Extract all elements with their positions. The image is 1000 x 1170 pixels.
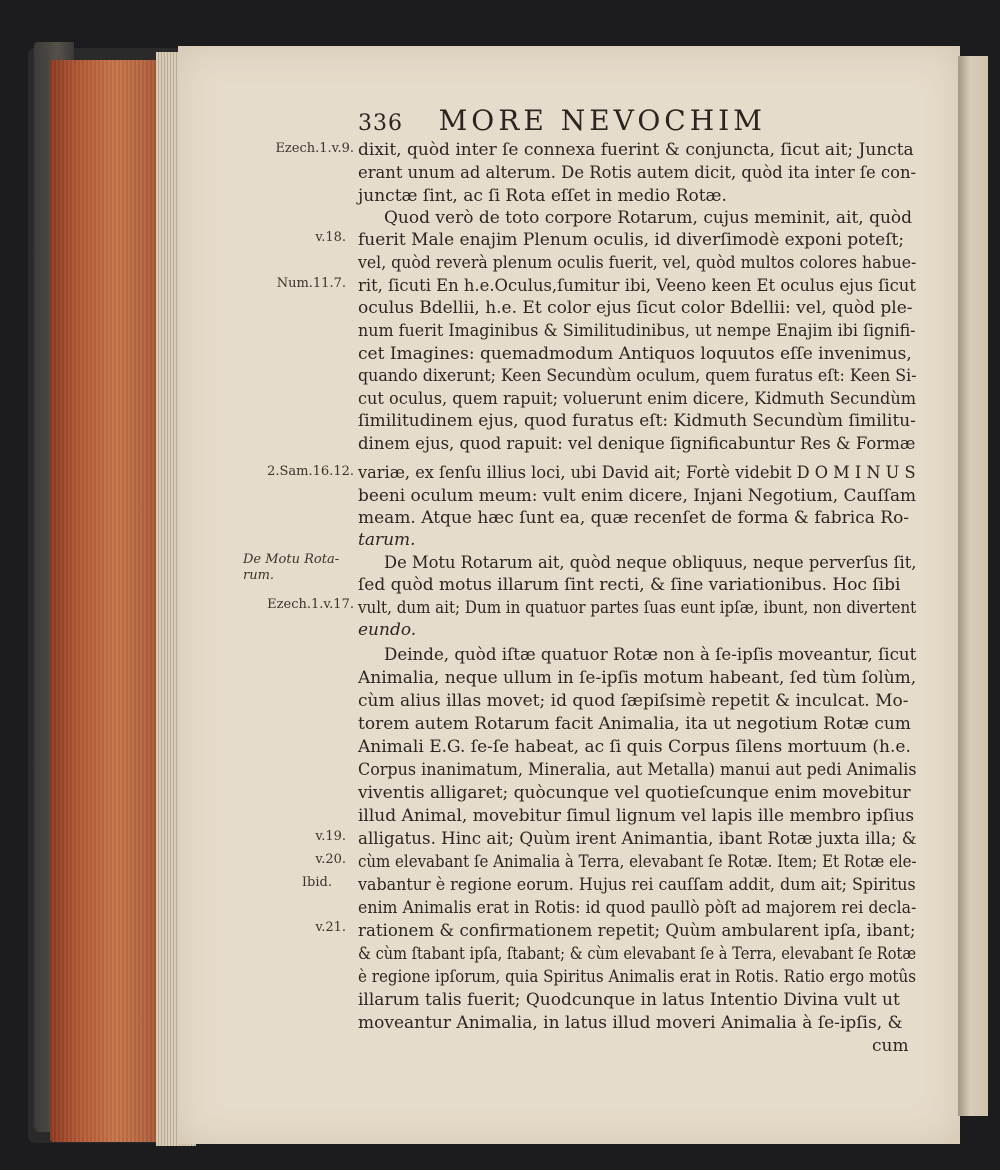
text-line: alligatus. Hinc ait; Quùm irent Animantia, ibant Rotæ juxta illa; & xyxy=(358,829,917,849)
page-fore-edge xyxy=(50,60,170,1142)
text-line: enim Animalis erat in Rotis: id quod paullò pòſt ad majorem rei decla- xyxy=(358,898,917,918)
text-line: cùm elevabant ſe Animalia à Terra, elevabant ſe Rotæ. Item; Et Rotæ ele- xyxy=(358,852,917,872)
text-line: cùm alius illas movet; id quod ſæpiſsimè repetit & inculcat. Mo- xyxy=(358,691,909,711)
text-line: De Motu Rotarum ait, quòd neque obliquus, neque perverſus ſit, xyxy=(384,553,917,573)
text-line: viventis alligaret; quòcunque vel quotieſcunque enim movebitur xyxy=(358,783,911,803)
text-line: eundo. xyxy=(358,620,417,640)
text-line: vel, quòd reverà plenum oculis fuerit, vel, quòd multos colores habue- xyxy=(358,253,917,273)
text-line: cut oculus, quem rapuit; voluerunt enim dicere, Kidmuth Secundùm xyxy=(358,389,917,409)
text-line: oculus Bdellii, h.e. Et color ejus ſicut color Bdellii: vel, quòd ple- xyxy=(358,298,913,318)
text-line: Corpus inanimatum, Mineralia, aut Metalla) manui aut pedi Animalis xyxy=(358,760,917,780)
text-line: dixit, quòd inter ſe connexa fuerint & conjuncta, ſicut ait; Juncta xyxy=(358,140,914,160)
text-line: junctæ ſint, ac ſi Rota eſſet in medio Rotæ. xyxy=(358,186,727,206)
text-line: rationem & confirmationem repetit; Quùm ambularent ipſa, ibant; xyxy=(358,921,916,941)
text-line: variæ, ex ſenſu illius loci, ubi David ait; Fortè videbit D O M I N U S xyxy=(358,463,916,483)
text-line: tarum. xyxy=(358,530,416,550)
text-line: fuerit Male enajim Plenum oculis, id diverſimodè exponi poteſt; xyxy=(358,230,905,250)
margin-note: Num.11.7. xyxy=(276,276,346,291)
text-line: Quod verò de toto corpore Rotarum, cujus meminit, ait, quòd xyxy=(384,208,913,228)
text-line: rit, ſicuti En h.e.Oculus,ſumitur ibi, Veeno keen Et oculus ejus ſicut xyxy=(358,276,916,296)
text-line: è regione ipſorum, quia Spiritus Animalis erat in Rotis. Ratio ergo motûs xyxy=(358,967,916,987)
margin-note: 2.Sam.16.12. xyxy=(267,464,354,479)
page-title: MORE NEVOCHIM xyxy=(438,104,766,137)
text-line: & cùm ſtabant ipſa, ſtabant; & cùm elevabant ſe à Terra, elevabant ſe Rotæ xyxy=(358,944,917,964)
text-line: ſed quòd motus illarum ſint recti, & ſine variationibus. Hoc ſibi xyxy=(358,575,901,595)
margin-note: De Motu Rota- xyxy=(243,552,340,567)
text-line: Animali E.G. ſe-ſe habeat, ac ſi quis Corpus ſilens mortuum (h.e. xyxy=(358,737,911,757)
text-line: cet Imagines: quemadmodum Antiquos loquutos eſſe invenimus, xyxy=(358,344,912,364)
margin-note: v.18. xyxy=(315,230,346,245)
catchword: cum xyxy=(872,1036,909,1056)
text-line: illud Animal, movebitur ſimul lignum vel lapis ille membro ipſius xyxy=(358,806,915,826)
margin-note: Ezech.1.v.9. xyxy=(275,141,354,156)
running-head xyxy=(358,104,766,137)
text-line: dinem ejus, quod rapuit: vel denique ſignificabuntur Res & Formæ xyxy=(358,434,916,454)
text-line: meam. Atque hæc ſunt ea, quæ recenſet de forma & fabrica Ro- xyxy=(358,508,910,528)
text-line: Deinde, quòd iſtæ quatuor Rotæ non à ſe-ipſis moveantur, ſicut xyxy=(384,645,917,665)
margin-note: rum. xyxy=(243,568,275,583)
text-line: illarum talis fuerit; Quodcunque in latus Intentio Divina vult ut xyxy=(358,990,900,1010)
text-line: ſimilitudinem ejus, quod furatus eſt: Kidmuth Secundùm ſimilitu- xyxy=(358,411,916,431)
text-line: moveantur Animalia, in latus illud moveri Animalia à ſe-ipſis, & xyxy=(358,1013,903,1033)
text-line: torem autem Rotarum facit Animalia, ita ut negotium Rotæ cum xyxy=(358,714,911,734)
text-line: Animalia, neque ullum in ſe-ipſis motum habeant, ſed tùm ſolùm, xyxy=(358,668,917,688)
margin-note: Ibid. xyxy=(301,875,332,890)
margin-note: v.19. xyxy=(315,829,346,844)
margin-note: v.21. xyxy=(315,920,346,935)
text-line: erant unum ad alterum. De Rotis autem dicit, quòd ita inter ſe con- xyxy=(358,163,917,183)
text-line: vabantur è regione eorum. Hujus rei cauſſam addit, dum ait; Spiritus xyxy=(358,875,916,895)
text-line: vult, dum ait; Dum in quatuor partes ſuas eunt ipſæ, ibunt, non divertent xyxy=(358,598,917,618)
text-line: beeni oculum meum: vult enim dicere, Injani Negotium, Cauſſam xyxy=(358,486,917,506)
facing-page-edge xyxy=(958,56,988,1116)
margin-note: Ezech.1.v.17. xyxy=(267,597,354,612)
text-line: quando dixerunt; Keen Secundùm oculum, quem furatus eſt: Keen Si- xyxy=(358,366,917,386)
page-number: 336 xyxy=(358,111,403,136)
margin-note: v.20. xyxy=(315,852,346,867)
text-line: num fuerit Imaginibus & Similitudinibus, ut nempe Enajim ibi ſignifi- xyxy=(358,321,916,341)
